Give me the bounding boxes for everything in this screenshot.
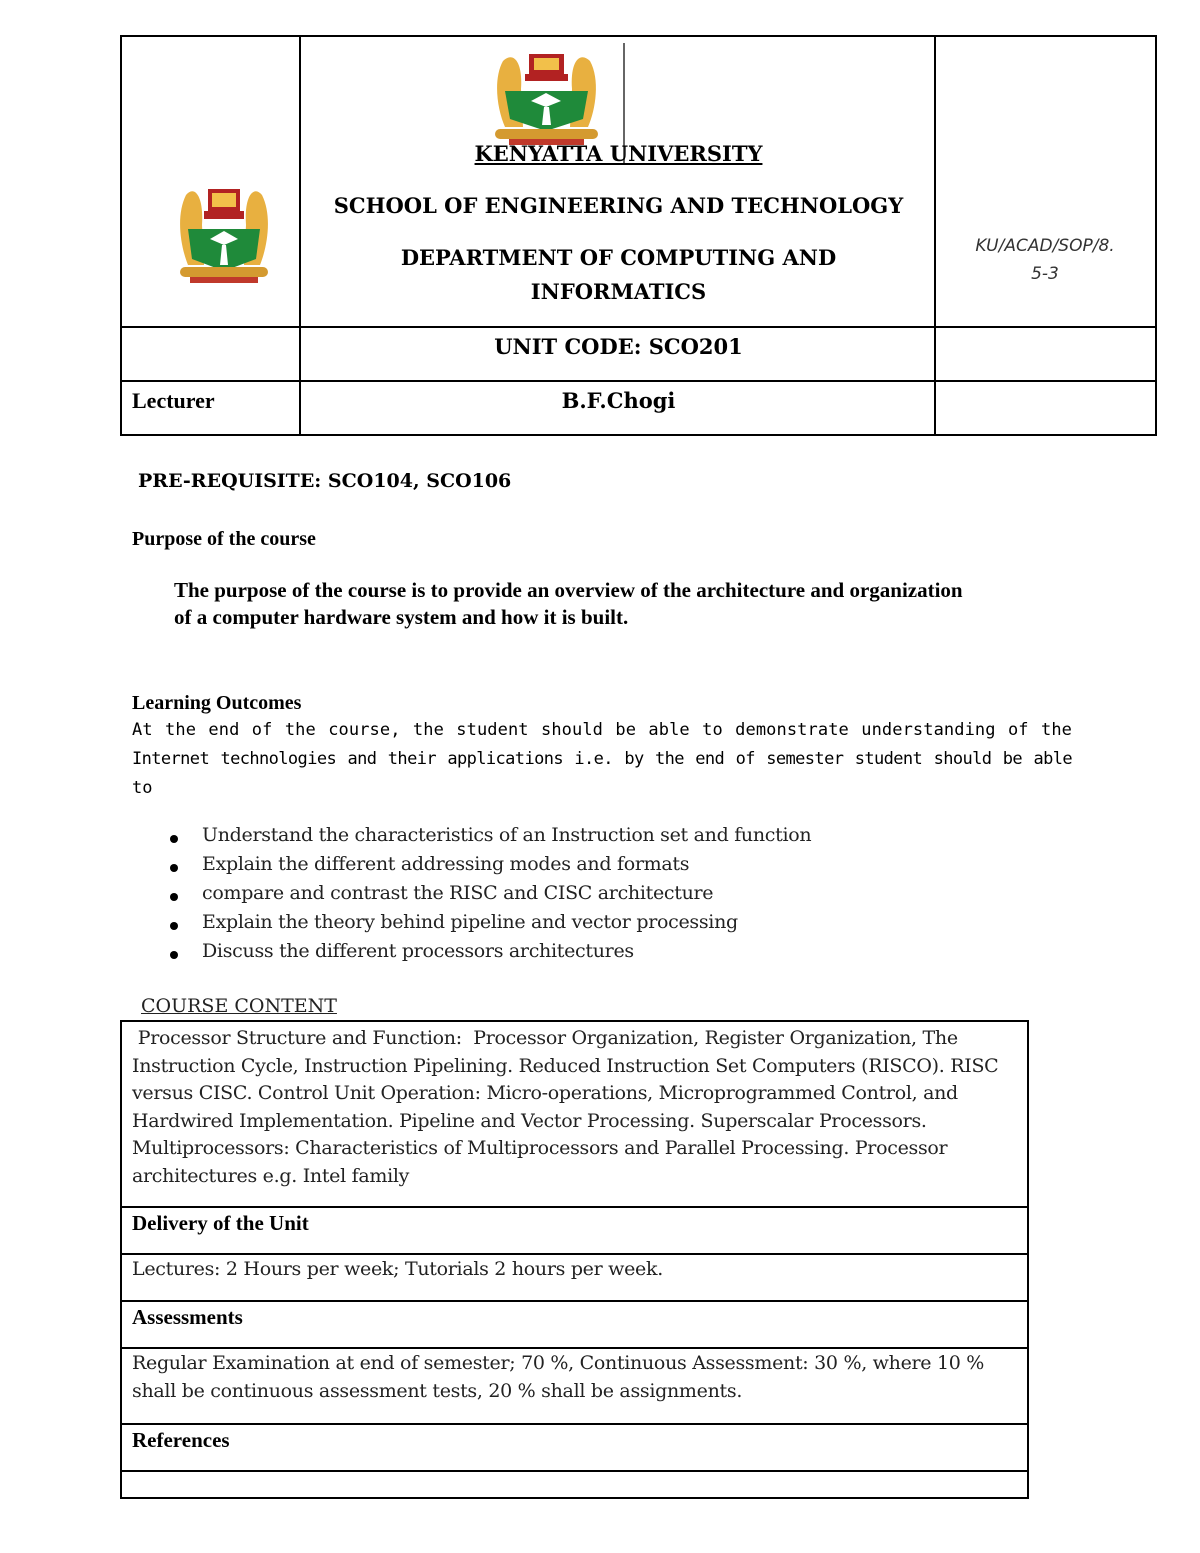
- purpose-line1: The purpose of the course is to provide an overview of the architecture and organization: [174, 578, 963, 602]
- list-item: Discuss the different processors architectures: [168, 940, 811, 969]
- prerequisite: PRE-REQUISITE: SCO104, SCO106: [138, 470, 512, 492]
- learning-outcomes-line2: Internet technologies and their applications i.e. by the end of semester student should be able: [132, 749, 1072, 769]
- list-item: Explain the different addressing modes and formats: [168, 853, 811, 882]
- university-crest-logo: [489, 51, 604, 155]
- table-divider: [122, 1347, 1027, 1349]
- table-divider: [299, 37, 301, 434]
- table-divider: [122, 1206, 1027, 1208]
- references-heading: References: [132, 1428, 230, 1452]
- assessments-heading: Assessments: [132, 1305, 243, 1329]
- document-code-line1: KU/ACAD/SOP/8.: [975, 236, 1115, 256]
- lecturer-name: B.F.Chogi: [561, 388, 676, 413]
- department-name-line2: INFORMATICS: [530, 279, 707, 304]
- delivery-heading: Delivery of the Unit: [132, 1211, 309, 1235]
- table-divider: [122, 326, 1155, 328]
- table-divider: [122, 380, 1155, 382]
- table-divider: [122, 1253, 1027, 1255]
- learning-outcomes-heading: Learning Outcomes: [132, 692, 302, 714]
- purpose-heading: Purpose of the course: [132, 528, 316, 550]
- delivery-text: Lectures: 2 Hours per week; Tutorials 2 hours per week.: [132, 1258, 663, 1280]
- bullet-icon: [170, 922, 178, 930]
- document-code: [940, 232, 1150, 288]
- header-table: [120, 35, 1157, 436]
- list-item: Understand the characteristics of an Instruction set and function: [168, 824, 811, 853]
- course-content-table: [120, 1020, 1029, 1499]
- university-name: KENYATTA UNIVERSITY: [474, 141, 763, 166]
- purpose-line2: of a computer hardware system and how it is built.: [174, 605, 629, 629]
- department-name-line1: DEPARTMENT OF COMPUTING AND: [400, 245, 837, 270]
- school-name: SCHOOL OF ENGINEERING AND TECHNOLOGY: [333, 193, 904, 218]
- document-code-line2: 5-3: [1031, 264, 1059, 284]
- bullet-icon: [170, 835, 178, 843]
- university-crest-logo: [174, 185, 274, 295]
- list-item: Explain the theory behind pipeline and vector processing: [168, 911, 811, 940]
- bullet-icon: [170, 951, 178, 959]
- learning-outcomes-line1: At the end of the course, the student should be able to demonstrate understanding of the: [132, 720, 1072, 740]
- unit-code: UNIT CODE: SCO201: [494, 334, 743, 359]
- course-content-heading: COURSE CONTENT: [141, 995, 337, 1017]
- bullet-icon: [170, 893, 178, 901]
- learning-outcomes-list: [168, 824, 811, 969]
- learning-outcomes-line3: to: [132, 778, 153, 798]
- lecturer-label: Lecturer: [132, 388, 215, 413]
- list-item: compare and contrast the RISC and CISC architecture: [168, 882, 811, 911]
- bullet-icon: [170, 864, 178, 872]
- table-divider: [934, 37, 936, 434]
- table-divider: [122, 1470, 1027, 1472]
- table-divider: [122, 1423, 1027, 1425]
- table-divider: [122, 1300, 1027, 1302]
- assessments-text: Regular Examination at end of semester; 70 %, Continuous Assessment: 30 %, where 10 % shall be continuous assessment tests, 20 % shall be assignments.: [132, 1352, 985, 1402]
- course-content-text: Processor Structure and Function: Processor Organization, Register Organization, The Instruction Cycle, Instruction Pipelining. Reduced Instruction Set Computers (RISCO). RISC versus CISC. Control Unit Operation: Micro-operations, Microprogrammed Control, and Hardwired Implementation. Pipeline and Vector Processing. Superscalar Processors. Multiprocessors: Characteristics of Multiprocessors and Parallel Processing. Processor architectures e.g. Intel family: [132, 1027, 999, 1187]
